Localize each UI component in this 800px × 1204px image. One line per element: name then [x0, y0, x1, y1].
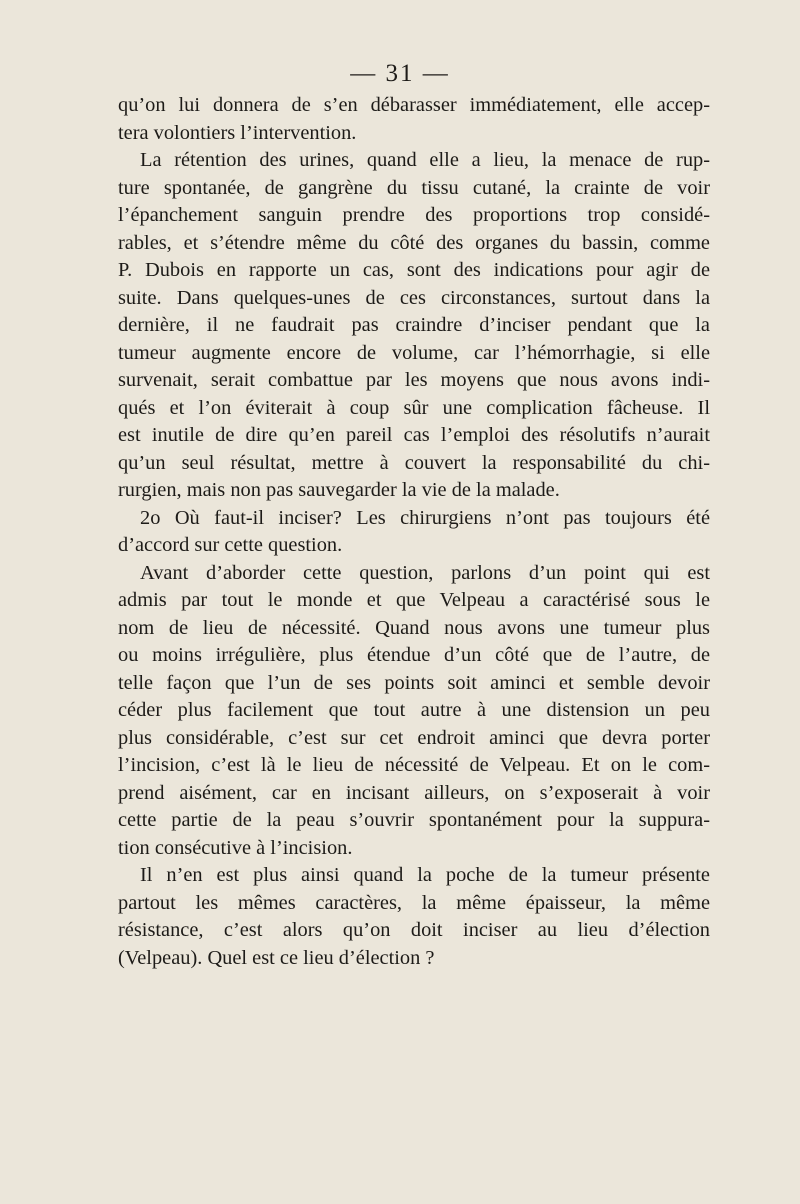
text-line: P. Dubois en rapporte un cas, sont des indications pour agir de [118, 259, 710, 281]
text-line: l’épanchement sanguin prendre des proportions trop considé- [118, 204, 710, 226]
text-line: prend aisément, car en incisant ailleurs, on s’exposerait à voir [118, 781, 710, 804]
page-number-header: — 31 — [350, 60, 450, 87]
text-line: résistance, c’est alors qu’on doit inciser au lieu d’élection [118, 919, 710, 941]
text-line: cette partie de la peau s’ouvrir spontanément pour la suppura- [118, 809, 710, 831]
text-line: dernière, il ne faudrait pas craindre d’inciser pendant que la [118, 314, 710, 336]
text-line: telle façon que l’un de ses points soit aminci et semble devoir [118, 671, 710, 694]
text-line: 2o Où faut-il inciser? Les chirurgiens n’ont pas toujours été [140, 506, 710, 529]
text-line: ture spontanée, de gangrène du tissu cutané, la crainte de voir [118, 176, 710, 199]
body-text [118, 92, 710, 972]
text-line: admis par tout le monde et que Velpeau a caractérisé sous le [118, 589, 710, 611]
text-line: tera volontiers l’intervention. [118, 121, 357, 144]
text-line: qu’on lui donnera de s’en débarasser immédiatement, elle accep- [118, 94, 710, 116]
text-line: plus considérable, c’est sur cet endroit aminci que devra porter [118, 726, 710, 749]
text-line: qu’un seul résultat, mettre à couvert la responsabilité du chi- [118, 451, 710, 474]
text-line: (Velpeau). Quel est ce lieu d’élection ? [118, 946, 435, 969]
text-line: est inutile de dire qu’en pareil cas l’emploi des résolutifs n’aurait [118, 424, 710, 446]
text-line: d’accord sur cette question. [118, 534, 343, 556]
text-line: partout les mêmes caractères, la même épaisseur, la même [118, 891, 710, 914]
text-line: céder plus facilement que tout autre à une distension un peu [118, 699, 710, 721]
text-line: tion consécutive à l’incision. [118, 836, 353, 859]
text-line: La rétention des urines, quand elle a lieu, la menace de rup- [140, 149, 710, 171]
text-line: tumeur augmente encore de volume, car l’hémorrhagie, si elle [118, 341, 710, 364]
text-line: rurgien, mais non pas sauvegarder la vie de la malade. [118, 479, 560, 501]
text-line: rables, et s’étendre même du côté des organes du bassin, comme [118, 231, 710, 254]
text-line: l’incision, c’est là le lieu de nécessité de Velpeau. Et on le com- [118, 754, 710, 776]
text-line: nom de lieu de nécessité. Quand nous avons une tumeur plus [118, 616, 710, 639]
text-line: ou moins irrégulière, plus étendue d’un côté que de l’autre, de [118, 644, 710, 666]
text-line: Avant d’aborder cette question, parlons d’un point qui est [140, 561, 710, 584]
text-line: suite. Dans quelques-unes de ces circonstances, surtout dans la [118, 286, 710, 309]
text-line: survenait, serait combattue par les moyens que nous avons indi- [118, 369, 710, 391]
text-line: qués et l’on éviterait à coup sûr une complication fâcheuse. Il [118, 396, 710, 419]
text-line: Il n’en est plus ainsi quand la poche de la tumeur présente [140, 864, 710, 886]
